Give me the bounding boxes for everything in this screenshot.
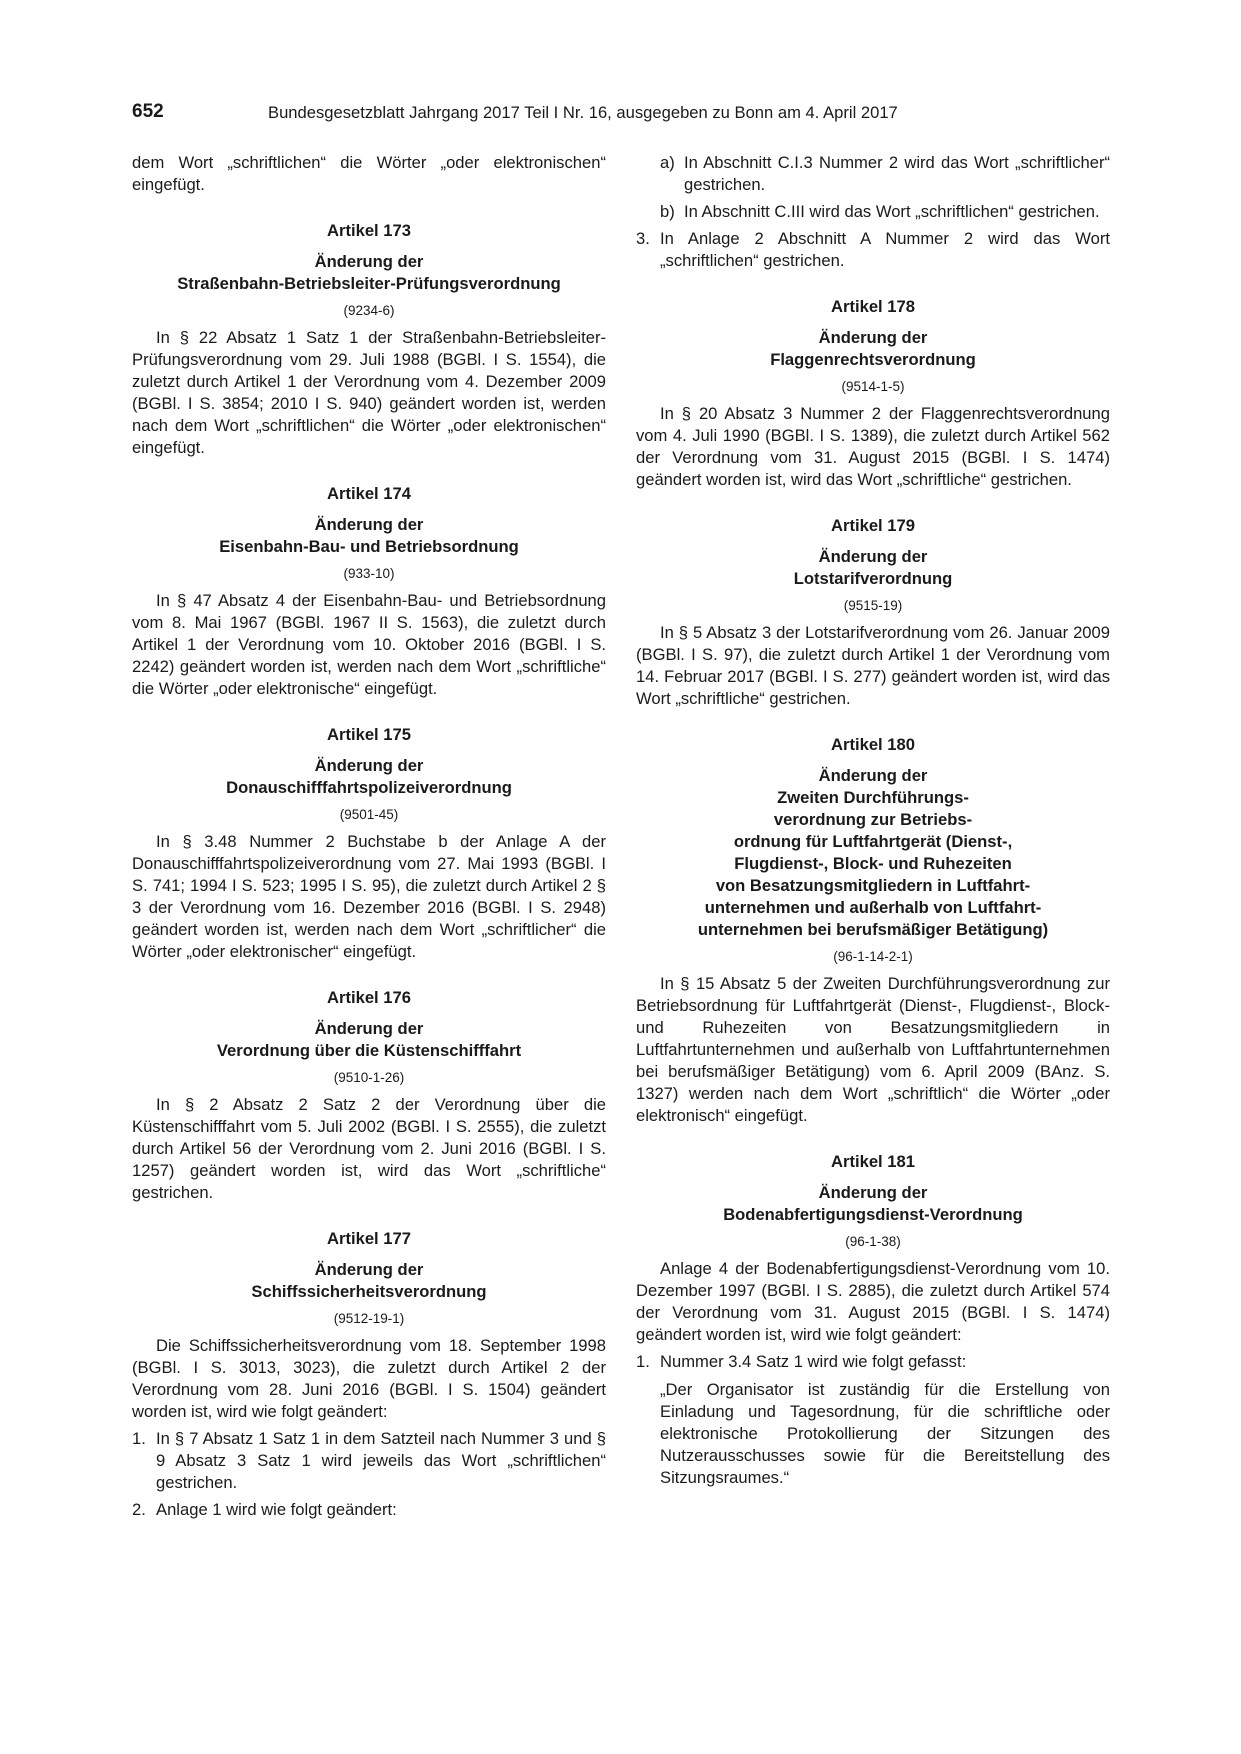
article-181 (636, 1151, 1110, 1489)
article-title-line: unternehmen bei berufsmäßiger Betätigung) (697, 920, 1049, 939)
article-179 (636, 515, 1110, 710)
fna-number: (9234-6) (343, 303, 395, 318)
list-item-label: b) (660, 202, 675, 221)
list-item (132, 1499, 606, 1521)
fna-number: (9515-19) (843, 598, 903, 613)
article-177 (132, 1228, 606, 1521)
article-body: In § 2 Absatz 2 Satz 2 der Verordnung über die Küstenschifffahrt vom 5. Juli 2002 (BGBl. I S. 2555), die zuletzt durch Artikel 56 der Verordnung vom 2. Juni 2016 (BGBl. I S. 1257) geändert worden ist, wird das Wort „schriftliche“ gestrichen. (132, 1095, 606, 1202)
left-column (132, 152, 606, 1521)
article-number: Artikel 176 (327, 988, 411, 1007)
article-body: In § 22 Absatz 1 Satz 1 der Straßenbahn-Betriebsleiter-Prüfungsverordnung vom 29. Juli 1988 (BGBl. I S. 1554), die zuletzt durch Artikel 1 der Verordnung vom 4. Dezember 2009 (BGBl. I S. 3854; 2010 I S. 940) geändert worden ist, werden nach dem Wort „schriftlichen“ die Wörter „oder elektronischen“ eingefügt. (132, 328, 606, 457)
right-column (636, 152, 1110, 1489)
list-item-label: 2. (132, 1500, 146, 1519)
article-title-line: Änderung der (818, 547, 928, 566)
article-number: Artikel 179 (831, 516, 915, 535)
fna-number: (96-1-38) (845, 1234, 901, 1249)
fna-number: (9512-19-1) (333, 1311, 405, 1326)
article-number: Artikel 180 (831, 735, 915, 754)
list-item-label: 1. (132, 1429, 146, 1448)
article-number: Artikel 177 (327, 1229, 411, 1248)
article-title-line: Änderung der (818, 1183, 928, 1202)
article-body: In § 3.48 Nummer 2 Buchstabe b der Anlage A der Donauschifffahrtspolizeiverordnung vom 27. Mai 1993 (BGBl. I S. 741; 1994 I S. 523; 1995 I S. 95), die zuletzt durch Artikel 2 § 3 der Verordnung vom 16. Dezember 2016 (BGBl. I S. 2948) geändert worden ist, werden nach dem Wort „schriftlicher“ die Wörter „oder elektronischer“ eingefügt. (132, 832, 606, 961)
article-title-line: Bodenabfertigungsdienst-Verordnung (723, 1205, 1023, 1224)
list-item (636, 228, 1110, 272)
fna-number: (933-10) (343, 566, 395, 581)
article-title-line: Änderung der (314, 1019, 424, 1038)
article-title-line: Flaggenrechtsverordnung (770, 350, 976, 369)
sub-list-item (660, 201, 1110, 223)
running-title: Bundesgesetzblatt Jahrgang 2017 Teil I Nr. 16, ausgegeben zu Bonn am 4. April 2017 (268, 103, 898, 122)
article-title-line: Änderung der (314, 756, 424, 775)
article-175 (132, 724, 606, 963)
article-title-line: Eisenbahn-Bau- und Betriebsordnung (219, 537, 519, 556)
article-title-line: Zweiten Durchführungs- (777, 788, 969, 807)
article-178 (636, 296, 1110, 491)
article-180 (636, 734, 1110, 1127)
list-item-text: In Anlage 2 Abschnitt A Nummer 2 wird das Wort „schriftlichen“ gestrichen. (660, 229, 1110, 270)
article-title-line: ordnung für Luftfahrtgerät (Dienst-, (733, 832, 1013, 851)
article-body: Die Schiffssicherheitsverordnung vom 18. September 1998 (BGBl. I S. 3013, 3023), die zuletzt durch Artikel 2 der Verordnung vom 28. Juni 2016 (BGBl. I S. 1504) geändert worden ist, wird wie folgt geändert: (132, 1336, 606, 1421)
article-title-line: von Besatzungsmitgliedern in Luftfahrt- (715, 876, 1031, 895)
list-item (132, 1428, 606, 1494)
fna-number: (9514-1-5) (841, 379, 905, 394)
sub-list-item (660, 152, 1110, 196)
article-number: Artikel 181 (831, 1152, 915, 1171)
page-number: 652 (132, 101, 164, 122)
article-number: Artikel 173 (327, 221, 411, 240)
article-title-line: Änderung der (818, 766, 928, 785)
list-item-text: Anlage 1 wird wie folgt geändert: (156, 1500, 397, 1519)
article-title-line: Donauschifffahrtspolizeiverordnung (226, 778, 512, 797)
article-body: In § 15 Absatz 5 der Zweiten Durchführungsverordnung zur Betriebsordnung für Luftfahrtgerät (Dienst-, Flugdienst-, Block- und Ruhezeiten von Besatzungsmitgliedern in Luftfahrtunternehmen und außerhalb von Luftfahrtunternehmen bei berufsmäßiger Betätigung) vom 6. April 2009 (BAnz. S. 1327) werden nach dem Wort „schriftlich“ die Wörter „oder elektronisch“ eingefügt. (636, 974, 1110, 1125)
article-body: Anlage 4 der Bodenabfertigungsdienst-Verordnung vom 10. Dezember 1997 (BGBl. I S. 2885), die zuletzt durch Artikel 574 der Verordnung vom 31. August 2015 (BGBl. I S. 1474) geändert worden ist, wird wie folgt geändert: (636, 1259, 1110, 1344)
article-173 (132, 220, 606, 459)
fna-number: (9501-45) (339, 807, 399, 822)
list-item-label: a) (660, 153, 675, 172)
article-title-line: verordnung zur Betriebs- (773, 810, 973, 829)
article-number: Artikel 175 (327, 725, 411, 744)
article-title-line: Schiffssicherheitsverordnung (251, 1282, 487, 1301)
list-item-text: In § 7 Absatz 1 Satz 1 in dem Satzteil nach Nummer 3 und § 9 Absatz 3 Satz 1 wird jeweils das Wort „schriftlichen“ gestrichen. (156, 1429, 606, 1492)
article-title-line: Änderung der (314, 1260, 424, 1279)
list-item-label: 3. (636, 229, 650, 248)
list-item-text: In Abschnitt C.I.3 Nummer 2 wird das Wort „schriftlicher“ gestrichen. (684, 153, 1110, 194)
list-item-label: 1. (636, 1352, 650, 1371)
article-body: In § 5 Absatz 3 der Lotstarifverordnung vom 26. Januar 2009 (BGBl. I S. 97), die zuletzt durch Artikel 1 der Verordnung vom 14. Februar 2017 (BGBl. I S. 277) geändert worden ist, wird das Wort „schriftliche“ gestrichen. (636, 623, 1110, 708)
article-title-line: unternehmen und außerhalb von Luftfahrt- (704, 898, 1042, 917)
article-title-line: Flugdienst-, Block- und Ruhezeiten (734, 854, 1012, 873)
article-body: In § 47 Absatz 4 der Eisenbahn-Bau- und Betriebsordnung vom 8. Mai 1967 (BGBl. 1967 II S. 1563), die zuletzt durch Artikel 1 der Verordnung vom 10. Oktober 2016 (BGBl. I S. 2242) geändert worden ist, werden nach dem Wort „schriftliche“ die Wörter „oder elektronische“ eingefügt. (132, 591, 606, 698)
fna-number: (9510-1-26) (333, 1070, 405, 1085)
article-title-line: Straßenbahn-Betriebsleiter-Prüfungsverordnung (177, 274, 561, 293)
quoted-text: „Der Organisator ist zuständig für die Erstellung von Einladung und Tagesordnung, für die schriftliche oder elektronische Protokollierung der Sitzungen des Nutzerausschusses sowie für die Bereitstellung des Sitzungsraumes.“ (660, 1380, 1110, 1487)
article-title-line: Änderung der (818, 328, 928, 347)
list-item (636, 1351, 1110, 1373)
article-title-line: Lotstarifverordnung (793, 569, 953, 588)
article-176 (132, 987, 606, 1204)
article-title-line: Verordnung über die Küstenschifffahrt (216, 1041, 522, 1060)
article-title-line: Änderung der (314, 252, 424, 271)
article-174 (132, 483, 606, 700)
article-body: In § 20 Absatz 3 Nummer 2 der Flaggenrechtsverordnung vom 4. Juli 1990 (BGBl. I S. 1389), die zuletzt durch Artikel 562 der Verordnung vom 31. August 2015 (BGBl. I S. 1474) geändert worden ist, wird das Wort „schriftliche“ gestrichen. (636, 404, 1110, 489)
article-title-line: Änderung der (314, 515, 424, 534)
list-item-text: In Abschnitt C.III wird das Wort „schriftlichen“ gestrichen. (684, 202, 1100, 221)
fna-number: (96-1-14-2-1) (833, 949, 913, 964)
continued-text: dem Wort „schriftlichen“ die Wörter „oder elektronischen“ eingefügt. (132, 153, 606, 194)
article-number: Artikel 178 (831, 297, 915, 316)
list-item-text: Nummer 3.4 Satz 1 wird wie folgt gefasst: (660, 1352, 967, 1371)
article-number: Artikel 174 (327, 484, 411, 503)
